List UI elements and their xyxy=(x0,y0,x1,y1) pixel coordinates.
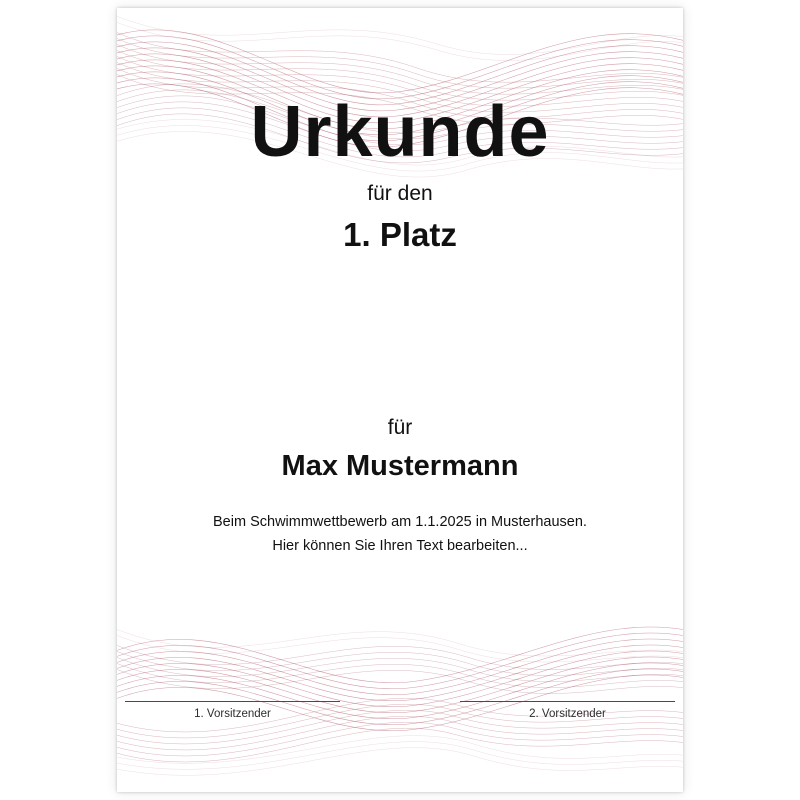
body-text xyxy=(157,511,643,559)
signature-block-second xyxy=(460,701,675,720)
signature-block-first xyxy=(125,701,340,720)
body-text-line-1: Beim Schwimmwettbewerb am 1.1.2025 in Musterhausen. xyxy=(213,514,587,530)
page-title: Urkunde xyxy=(250,92,550,172)
recipient-name: Max Mustermann xyxy=(281,450,519,482)
body-text-line-2: Hier können Sie Ihren Text bearbeiten... xyxy=(272,537,528,554)
signature-line-first xyxy=(125,701,340,702)
certificate-content xyxy=(117,8,683,792)
signature-label-first: 1. Vorsitzender xyxy=(194,708,271,720)
certificate-page xyxy=(117,8,683,792)
signature-area xyxy=(117,701,683,720)
title-subtitle: für den xyxy=(367,182,433,205)
signature-label-second: 2. Vorsitzender xyxy=(529,708,606,720)
award-place: 1. Platz xyxy=(343,216,457,253)
signature-line-second xyxy=(460,701,675,702)
recipient-prefix: für xyxy=(387,416,413,439)
